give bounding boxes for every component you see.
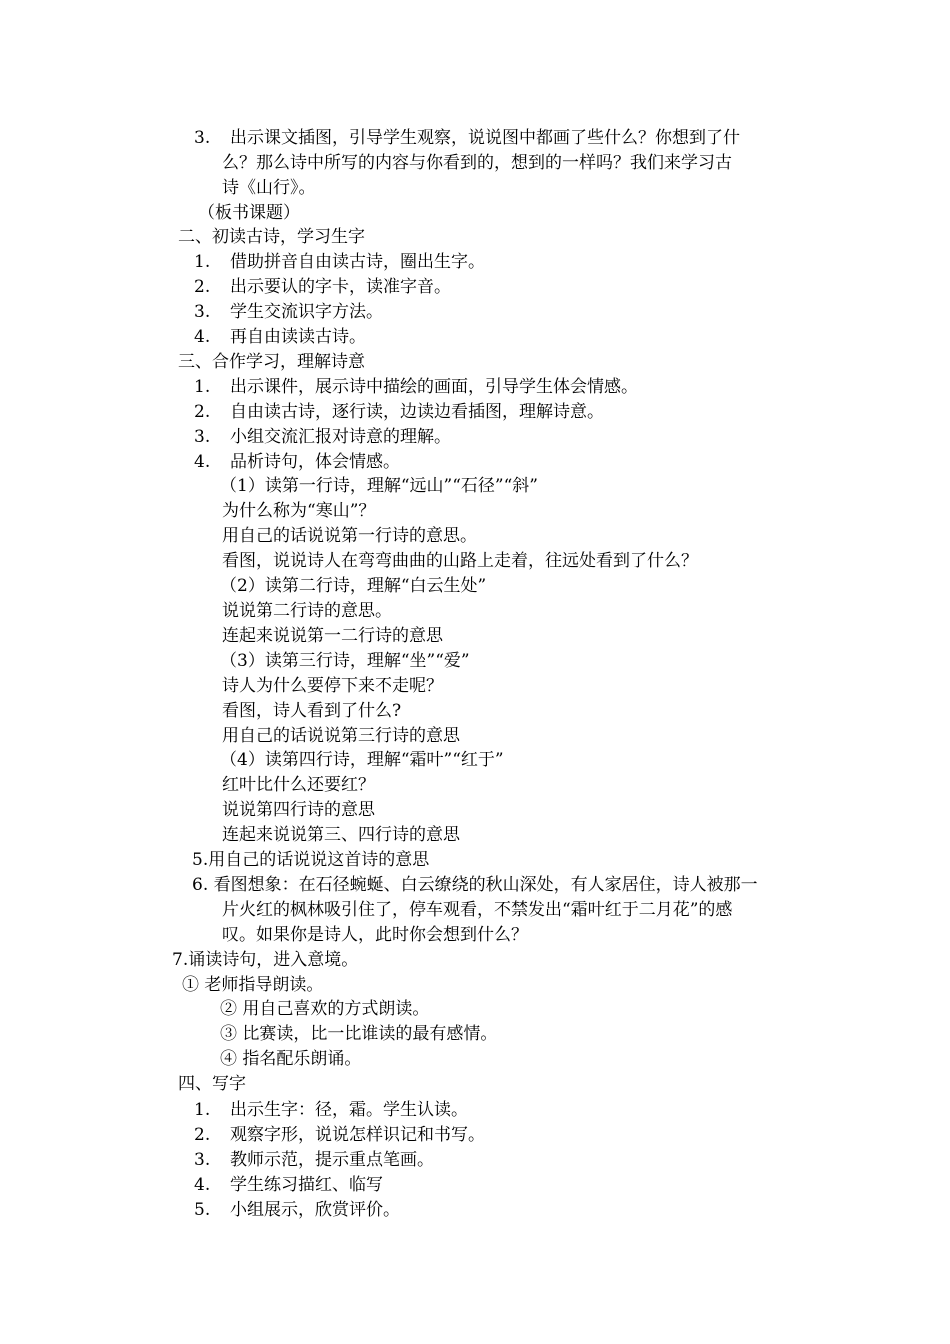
text-line: 片火红的枫林吸引住了，停车观看，不禁发出“霜叶红于二月花”的感: [222, 900, 733, 920]
text-line: 说说第四行诗的意思: [222, 800, 375, 820]
list-item: 小组交流汇报对诗意的理解。: [230, 427, 451, 447]
list-item: 出示要认的字卡，读准字音。: [230, 277, 451, 297]
list-number: 3.: [194, 1150, 211, 1170]
list-number: 2.: [194, 1125, 211, 1145]
list-item: 自由读古诗，逐行读，边读边看插图，理解诗意。: [230, 402, 604, 422]
list-item: 再自由读读古诗。: [230, 327, 366, 347]
text-line: 用自己的话说说第三行诗的意思: [222, 726, 460, 746]
list-item: 出示课件，展示诗中描绘的画面，引导学生体会情感。: [230, 377, 638, 397]
list-number: 4.: [194, 1175, 211, 1195]
text-line: ① 老师指导朗读。: [182, 975, 324, 995]
text-line: 么？那么诗中所写的内容与你看到的，想到的一样吗？我们来学习古: [222, 153, 732, 173]
list-number: 4.: [194, 452, 211, 472]
list-number: 4.: [194, 327, 211, 347]
list-number: 3.: [194, 427, 211, 447]
list-number: 1.: [194, 1100, 211, 1120]
text-line: 看图，诗人看到了什么?: [222, 701, 402, 721]
text-line: ④ 指名配乐朗诵。: [220, 1049, 362, 1069]
text-line: 说说第二行诗的意思。: [222, 601, 392, 621]
list-number: 3.: [194, 128, 211, 148]
list-number: 2.: [194, 277, 211, 297]
text-line: ② 用自己喜欢的方式朗读。: [220, 999, 430, 1019]
text-line: （1）读第一行诗，理解“远山”“石径”“斜”: [220, 476, 538, 496]
list-item: 品析诗句，体会情感。: [230, 452, 400, 472]
text-line: 用自己的话说说第一行诗的意思。: [222, 526, 477, 546]
list-number: 2.: [194, 402, 211, 422]
list-item: 教师示范，提示重点笔画。: [230, 1150, 434, 1170]
text-line: 红叶比什么还要红？: [222, 775, 375, 795]
text-line: 为什么称为“寒山”？: [222, 501, 376, 521]
text-line: 诗《山行》。: [222, 178, 316, 198]
list-number: 5.: [194, 1200, 211, 1220]
list-item: 观察字形，说说怎样识记和书写。: [230, 1125, 485, 1145]
list-item: 小组展示，欣赏评价。: [230, 1200, 400, 1220]
section-heading: 二、初读古诗，学习生字: [178, 227, 365, 247]
text-line: 出示课文插图，引导学生观察，说说图中都画了些什么？你想到了什: [230, 128, 740, 148]
list-item: 学生练习描红、临写: [230, 1175, 383, 1195]
section-heading: 四、写字: [178, 1074, 246, 1094]
list-number: 3.: [194, 302, 211, 322]
text-line: 叹。如果你是诗人，此时你会想到什么？: [222, 925, 528, 945]
text-line: 5.用自己的话说说这首诗的意思: [192, 850, 430, 870]
list-item: 借助拼音自由读古诗，圈出生字。: [230, 252, 485, 272]
text-line: （板书课题）: [198, 203, 300, 223]
text-line: 连起来说说第一二行诗的意思: [222, 626, 443, 646]
text-line: 看图，说说诗人在弯弯曲曲的山路上走着，往远处看到了什么？: [222, 551, 698, 571]
text-line: 连起来说说第三、四行诗的意思: [222, 825, 460, 845]
text-line: （4）读第四行诗，理解“霜叶”“红于”: [220, 750, 504, 770]
section-heading: 三、合作学习，理解诗意: [178, 352, 365, 372]
list-item: 出示生字：径，霜。学生认读。: [230, 1100, 468, 1120]
list-item: 学生交流识字方法。: [230, 302, 383, 322]
text-line: （3）读第三行诗，理解“坐”“爱”: [220, 651, 470, 671]
list-number: 1.: [194, 252, 211, 272]
text-line: （2）读第二行诗，理解“白云生处”: [220, 576, 487, 596]
text-line: 6. 看图想象：在石径蜿蜒、白云缭绕的秋山深处，有人家居住，诗人被那一: [192, 875, 758, 895]
text-line: 7.诵读诗句，进入意境。: [172, 950, 359, 970]
list-number: 1.: [194, 377, 211, 397]
text-line: 诗人为什么要停下来不走呢？: [222, 676, 443, 696]
text-line: ③ 比赛读，比一比谁读的最有感情。: [220, 1024, 498, 1044]
